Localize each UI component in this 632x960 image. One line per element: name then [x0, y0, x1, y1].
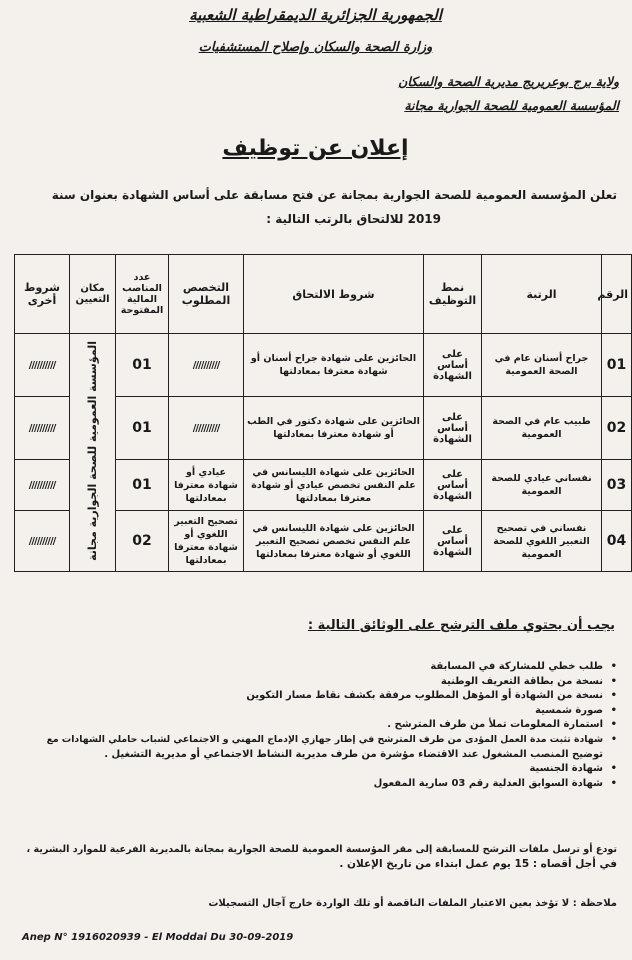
row-mode: على أساس الشهادة [424, 397, 482, 460]
row-posts: 02 [116, 511, 169, 572]
remark-note: ملاحظة : لا تؤخذ بعين الاعتبار الملفات الناقصة أو تلك الواردة خارج آجال التسجيلات [208, 898, 617, 909]
republic-heading: الجمهورية الجزائرية الديمقراطية الشعبية [189, 6, 442, 24]
list-item: • طلب خطي للمشاركة في المسابقة [13, 660, 617, 675]
row-number: 04 [602, 511, 632, 572]
row-specialty: تصحيح التعبير اللغوي أو شهادة معترفا بمعادلتها [169, 511, 244, 572]
row-rank: جراح أسنان عام في الصحة العمومية [482, 334, 602, 397]
row-number: 01 [602, 334, 632, 397]
row-other: ////////// [15, 511, 70, 572]
row-rank: نفساني عيادي للصحة العمومية [482, 460, 602, 511]
list-item: • نسخة من بطاقة التعريف الوطنية [13, 675, 617, 690]
documents-title: يجب أن يحتوي ملف الترشح على الوثائق التالية : [307, 618, 615, 633]
list-item: • شهادة تثبت مدة العمل المؤدى من طرف المترشح في إطار جهازي الإدماج المهني و الاجتماعي لشباب حاملي الشهادات مع [13, 733, 617, 748]
table-row [15, 334, 632, 397]
row-specialty: عيادي أو شهادة معترفا بمعادلتها [169, 460, 244, 511]
row-rank: نفساني في تصحيح التعبير اللغوي للصحة العمومية [482, 511, 602, 572]
row-conditions: الحائزين على شهادة جراح أسنان أو شهادة معترفا بمعادلتها [244, 334, 424, 397]
row-specialty: ////////// [169, 334, 244, 397]
row-rank: طبيب عام في الصحة العمومية [482, 397, 602, 460]
list-item: • شهادة الجنسية [13, 762, 617, 777]
header-location: مكان التعيين [70, 255, 116, 334]
header-number: الرقم [602, 255, 632, 334]
location-text: المؤسسة العمومية للصحة الجوارية مجانة [86, 340, 99, 561]
header-rank: الرتبة [482, 255, 602, 334]
header-specialty: التخصص المطلوب [169, 255, 244, 334]
list-item: توضيح المنصب المشغول عند الاقتضاء مؤشرة من طرف مديرية النشاط الاجتماعي أو مديرية التشغيل . [104, 748, 603, 760]
row-posts: 01 [116, 460, 169, 511]
header-open-posts: عدد المناصب المالية المفتوحة [116, 255, 169, 334]
row-mode: على أساس الشهادة [424, 511, 482, 572]
list-item: • نسخة من الشهادة أو المؤهل المطلوب مرفقة بكشف نقاط مسار التكوين [13, 689, 617, 704]
ministry-heading: وزارة الصحة والسكان وإصلاح المستشفيات [198, 40, 433, 55]
row-posts: 01 [116, 334, 169, 397]
announcement-title: إعلان عن توظيف [222, 136, 409, 161]
row-other: ////////// [15, 397, 70, 460]
intro-line-1: تعلن المؤسسة العمومية للصحة الجوارية بمجانة عن فتح مسابقة على أساس الشهادة بعنوان سنة [51, 188, 617, 202]
list-item: • شهادة السوابق العدلية رقم 03 سارية المفعول [13, 777, 617, 792]
header-other: شروط أخرى [15, 255, 70, 334]
list-item: • صورة شمسية [13, 704, 617, 719]
submission-info [13, 842, 617, 872]
row-posts: 01 [116, 397, 169, 460]
header-conditions: شروط الالتحاق [244, 255, 424, 334]
row-other: ////////// [15, 334, 70, 397]
wilaya-heading: ولاية برج بوعريريج مديرية الصحة والسكان [398, 74, 619, 89]
positions-table [14, 254, 632, 572]
row-mode: على أساس الشهادة [424, 334, 482, 397]
publication-reference: Anep N° 1916020939 - El Moddai Du 30-09-2019 [22, 932, 294, 943]
row-conditions: الحائزين على شهادة دكتور في الطب أو شهادة معترفا بمعادلتها [244, 397, 424, 460]
list-item: • استمارة المعلومات تملأ من طرف المترشح . [13, 718, 617, 733]
row-conditions: الحائزين على شهادة الليسانس في علم النفس تخصص تصحيح التعبير اللغوي أو شهادة معترفا بمعادلتها [244, 511, 424, 572]
institution-heading: المؤسسة العمومية للصحة الجوارية مجانة [404, 98, 619, 113]
row-mode: على أساس الشهادة [424, 460, 482, 511]
documents-list [13, 660, 617, 791]
row-other: ////////// [15, 460, 70, 511]
row-location [70, 334, 116, 572]
submission-line-1: تودع أو ترسل ملفات الترشح للمسابقة إلى مقر المؤسسة العمومية للصحة الجوارية بمجانة بالمديرية الفرعية للموارد البشرية ، [26, 844, 617, 855]
submission-line-2: في أجل أقصاه : 15 يوم عمل ابتداء من تاريخ الإعلان . [339, 858, 617, 870]
row-conditions: الحائزين على شهادة الليسانس في علم النفس تخصص عيادي أو شهادة معترفا بمعادلتها [244, 460, 424, 511]
table-header-row [15, 255, 632, 334]
header-mode: نمط التوظيف [424, 255, 482, 334]
row-specialty: ////////// [169, 397, 244, 460]
row-number: 03 [602, 460, 632, 511]
intro-line-2: 2019 للالتحاق بالرتب التالية : [266, 212, 441, 226]
row-number: 02 [602, 397, 632, 460]
